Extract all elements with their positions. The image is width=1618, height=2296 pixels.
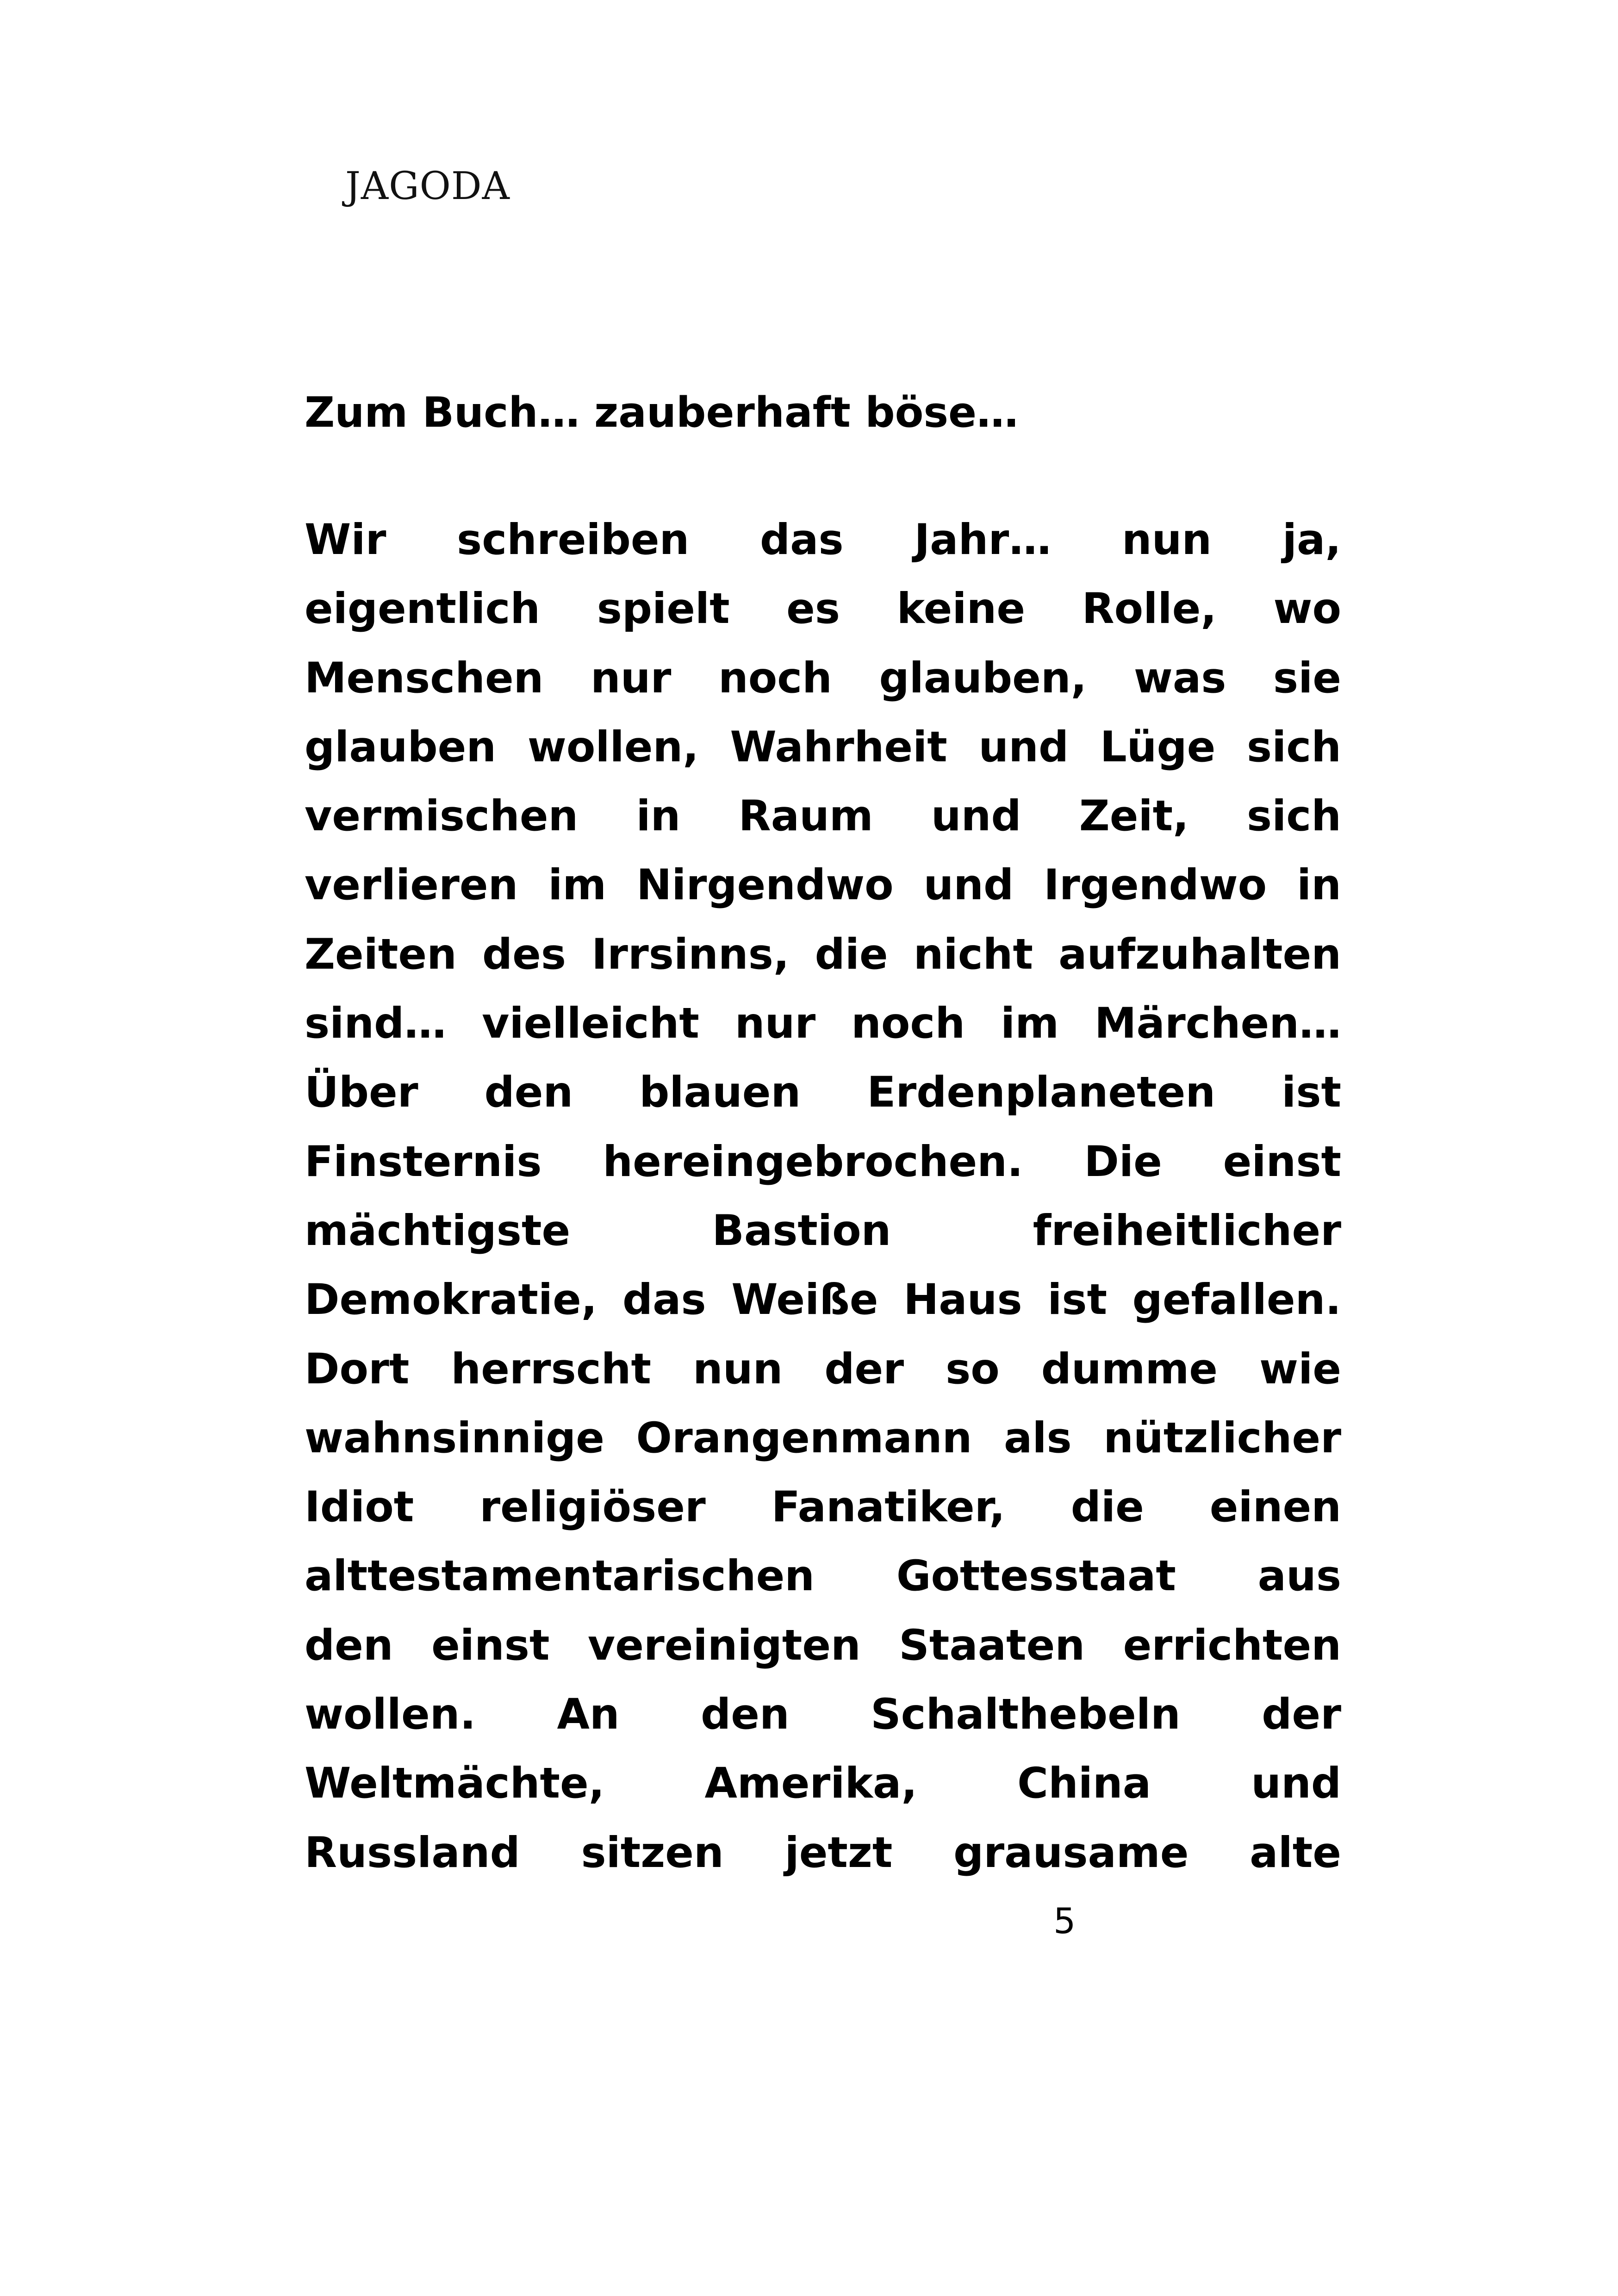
section-title: Zum Buch… zauberhaft böse… [305,388,1019,437]
text-line: Dort herrscht nun der so dumme wie [305,1344,1341,1394]
text-line: Weltmächte, Amerika, China und [305,1759,1341,1808]
text-line: eigentlich spielt es keine Rolle, wo [305,585,1341,634]
running-head: JAGODA [345,164,510,208]
text-line: Zeiten des Irrsinns, die nicht aufzuhalten [305,930,1341,979]
text-line: Wir schreiben das Jahr… nun ja, [305,516,1341,564]
body-paragraph [305,505,1341,1887]
text-line: glauben wollen, Wahrheit und Lüge sich [305,722,1341,772]
text-line: wahnsinnige Orangenmann als nützlicher [305,1413,1341,1462]
text-line: mächtigste Bastion freiheitlicher [305,1206,1341,1255]
text-line: Finsternis hereingebrochen. Die einst [305,1137,1341,1186]
text-line: Idiot religiöser Fanatiker, die einen [305,1483,1341,1532]
text-line: Menschen nur noch glauben, was sie [305,653,1341,703]
text-line: alttestamentarischen Gottesstaat aus [305,1552,1341,1601]
text-line: vermischen in Raum und Zeit, sich [305,792,1341,841]
text-line: Über den blauen Erdenplaneten ist [305,1068,1341,1117]
text-line: den einst vereinigten Staaten errichten [305,1621,1341,1670]
page-number: 5 [1053,1900,1076,1941]
text-line: Demokratie, das Weiße Haus ist gefallen. [305,1276,1341,1325]
text-line: verlieren im Nirgendwo und Irgendwo in [305,861,1341,910]
text-line: sind… vielleicht nur noch im Märchen… [305,999,1341,1048]
text-line: wollen. An den Schalthebeln der [305,1690,1341,1739]
text-line: Russland sitzen jetzt grausame alte [305,1828,1341,1877]
